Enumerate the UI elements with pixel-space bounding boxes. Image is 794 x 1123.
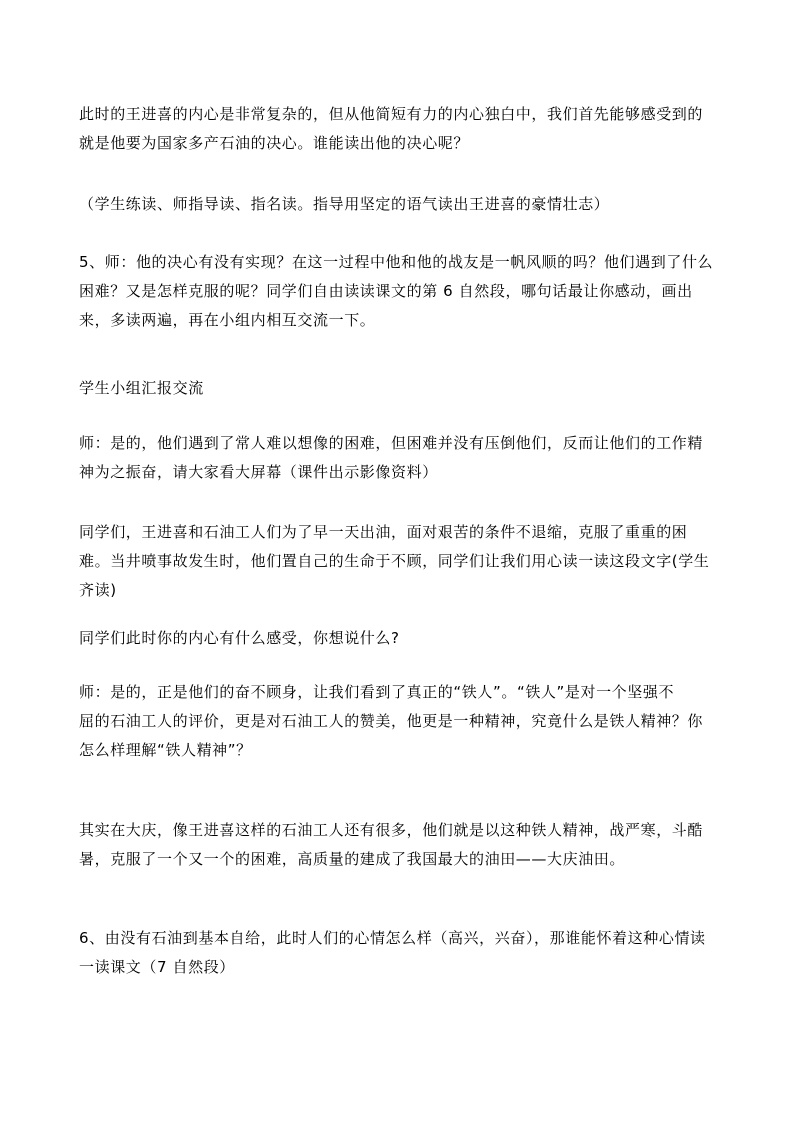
paragraph-line: 此时的王进喜的内心是非常复杂的，但从他简短有力的内心独白中，我们首先能够感受到的 (79, 105, 704, 123)
paragraph-line: 就是他要为国家多产石油的决心。谁能读出他的决心呢？ (79, 134, 470, 152)
paragraph-line: 同学们此时你的内心有什么感受，你想说什么? (79, 629, 400, 647)
paragraph-9 (79, 816, 724, 874)
paragraph-7 (79, 624, 724, 653)
paragraph-line: 暑，克服了一个又一个的困难，高质量的建成了我国最大的油田——大庆油田。 (79, 850, 626, 868)
paragraph-line: 师：是的，他们遇到了常人难以想像的困难，但困难并没有压倒他们，反而让他们的工作精 (79, 434, 704, 452)
paragraph-line: 困难？又是怎样克服的呢？同学们自由读读课文的第 6 自然段，哪句话最让你感动，画出 (79, 282, 693, 300)
paragraph-line: 师：是的，正是他们的奋不顾身，让我们看到了真正的“铁人”。“铁人”是对一个坚强不 (79, 683, 675, 701)
paragraph-6 (79, 518, 724, 605)
paragraph-line: 来，多读两遍，再在小组内相互交流一下。 (79, 311, 376, 329)
paragraph-8 (79, 678, 724, 765)
paragraph-2 (79, 190, 724, 219)
paragraph-4 (79, 374, 724, 403)
paragraph-line: （学生练读、师指导读、指名读。指导用坚定的语气读出王进喜的豪情壮志） (79, 195, 610, 213)
paragraph-line: 同学们，王进喜和石油工人们为了早一天出油，面对艰苦的条件不退缩，克服了重重的困 (79, 523, 688, 541)
paragraph-line: 其实在大庆，像王进喜这样的石油工人还有很多，他们就是以这种铁人精神，战严寒，斗酷 (79, 821, 704, 839)
paragraph-1 (79, 100, 724, 158)
paragraph-5 (79, 429, 724, 487)
paragraph-line: 神为之振奋，请大家看大屏幕（课件出示影像资料） (79, 463, 438, 481)
paragraph-10 (79, 924, 724, 982)
paragraph-line: 齐读) (79, 581, 117, 599)
paragraph-line: 难。当井喷事故发生时，他们置自己的生命于不顾，同学们让我们用心读一读这段文字(学生 (79, 552, 710, 570)
paragraph-line: 6、由没有石油到基本自给，此时人们的心情怎么样（高兴，兴奋），那谁能怀着这种心情读 (79, 929, 706, 947)
paragraph-line: 学生小组汇报交流 (79, 379, 204, 397)
paragraph-line: 怎么样理解“铁人精神”？ (79, 741, 252, 759)
paragraph-3 (79, 248, 724, 335)
paragraph-line: 一读课文（7 自然段） (79, 958, 235, 976)
paragraph-line: 5、师：他的决心有没有实现？在这一过程中他和他的战友是一帆风顺的吗？他们遇到了什么 (79, 253, 714, 271)
paragraph-line: 屈的石油工人的评价，更是对石油工人的赞美，他更是一种精神，究竟什么是铁人精神？你 (79, 712, 704, 730)
